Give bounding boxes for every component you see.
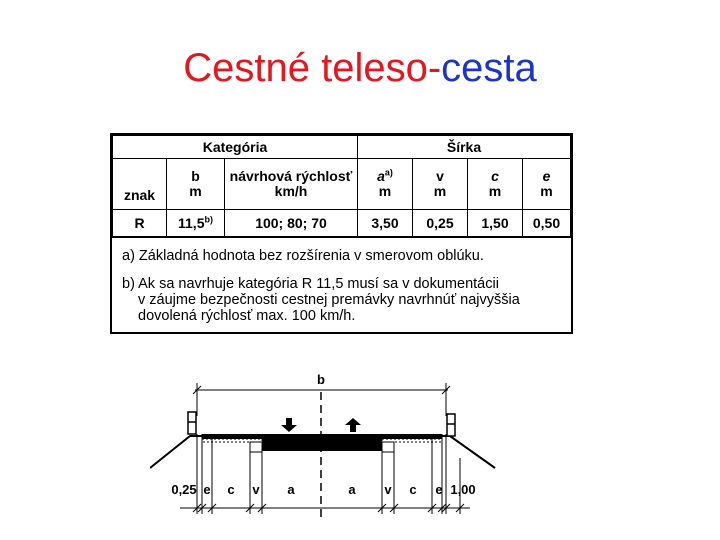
label-a-right: a: [348, 482, 356, 497]
cell-v: 0,25: [413, 210, 468, 238]
title-part-blue: cesta: [441, 46, 537, 90]
cell-znak: R: [113, 210, 167, 238]
label-c-left: c: [227, 482, 235, 497]
arrow-down-icon: [281, 418, 297, 432]
bottom-dimension-line: [180, 504, 470, 512]
cell-b: 11,5$^{b)}$: [167, 210, 225, 238]
cell-speeds: 100; 80; 70: [225, 210, 358, 238]
cell-e: 0,50: [523, 210, 571, 238]
col-znak: znak: [113, 159, 167, 210]
col-speed: návrhová rýchlosť km/h: [225, 159, 358, 210]
col-c: c m: [468, 159, 523, 210]
road-cross-section-diagram: [150, 368, 510, 520]
category-table: [110, 133, 573, 334]
col-e: e m: [523, 159, 571, 210]
guard-post-left: [188, 412, 196, 434]
label-v-right: v: [384, 482, 392, 497]
label-a-left: a: [287, 482, 295, 497]
header-width: Šírka: [358, 136, 571, 159]
label-c-right: c: [409, 482, 417, 497]
col-a: $a^{a)}$ m: [358, 159, 413, 210]
label-e-left: e: [203, 482, 211, 497]
header-category: Kategória: [113, 136, 358, 159]
note-b: b) Ak sa navrhuje kategória R 11,5 musí sa v dokumentácii v záujme bezpečnosti cestnej premávky navrhnúť najvyššia dovolená rýchlosť max. 100 km/h.: [122, 276, 520, 324]
label-shoulder-left: 0,25: [171, 482, 197, 497]
label-shoulder-right: 1,00: [450, 482, 476, 497]
arrow-up-icon: [345, 418, 361, 432]
label-e-right: e: [435, 482, 443, 497]
guard-post-right: [447, 414, 455, 436]
title-part-red: Cestné teleso-: [183, 46, 442, 90]
pavement: [202, 434, 442, 452]
label-b: b: [317, 372, 325, 387]
cell-c: 1,50: [468, 210, 523, 238]
col-v: v m: [413, 159, 468, 210]
label-v-left: v: [252, 482, 260, 497]
col-b: b m: [167, 159, 225, 210]
cell-a: 3,50: [358, 210, 413, 238]
slide-title: [0, 44, 720, 92]
note-a: a) Základná hodnota bez rozšírenia v smerovom oblúku.: [122, 248, 484, 264]
